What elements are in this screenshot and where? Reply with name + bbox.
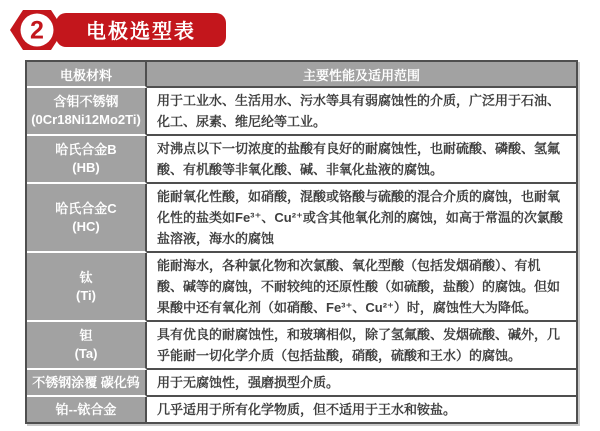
material-cell <box>27 184 147 253</box>
description-cell: 能耐氧化性酸，如硝酸，混酸或铬酸与硫酸的混合介质的腐蚀，也耐氧化性的盐类如Fe³⁺、Cu²⁺或含其他氧化剂的腐蚀，如高于常温的次氯酸盐溶液，海水的腐蚀 <box>147 184 576 253</box>
description-cell: 用于工业水、生活用水、污水等具有弱腐蚀性的介质，广泛用于石油、化工、尿素、维尼纶等工业。 <box>147 88 576 136</box>
page-header <box>0 0 600 52</box>
table-row <box>27 322 576 370</box>
column-header-material: 电极材料 <box>27 62 147 88</box>
material-code: (HB) <box>72 160 100 175</box>
description-cell: 具有优良的耐腐蚀性，和玻璃相似，除了氢氟酸、发烟硫酸、碱外，几乎能耐一切化学介质（包括盐酸，硝酸，硫酸和王水）的腐蚀。 <box>147 322 576 370</box>
table-row <box>27 88 576 136</box>
material-code: (Ti) <box>76 287 96 303</box>
material-code: (HC) <box>72 218 100 234</box>
table-row <box>27 184 576 253</box>
material-name: 钽 <box>79 328 93 344</box>
table-row <box>27 370 576 397</box>
electrode-selection-table <box>25 60 578 424</box>
material-name: 钛 <box>79 269 93 285</box>
table-row <box>27 397 576 422</box>
description-cell: 几乎适用于所有化学物质，但不适用于王水和铵盐。 <box>147 397 576 422</box>
material-code: (Ta) <box>74 346 98 361</box>
title-banner <box>56 13 226 47</box>
material-cell <box>27 88 147 136</box>
material-name: 含钼不锈钢 <box>53 94 119 110</box>
material-cell <box>27 136 147 184</box>
hexagon-step-icon <box>8 8 66 52</box>
material-cell <box>27 370 147 397</box>
material-name: 不锈钢涂覆 碳化钨 <box>32 374 140 390</box>
material-name: 哈氏合金C <box>55 200 117 216</box>
material-name: 铂--铱合金 <box>55 401 117 417</box>
description-cell: 能耐海水，各种氯化物和次氯酸、氧化型酸（包括发烟硝酸）、有机酸、碱等的腐蚀，不耐较纯的还原性酸（如硫酸，盐酸）的腐蚀。但如果酸中还有氧化剂（如硝酸、Fe³⁺、Cu²⁺）时，腐蚀性大为降低。 <box>147 253 576 322</box>
material-name: 哈氏合金B <box>55 142 117 158</box>
description-cell: 用于无腐蚀性，强磨损型介质。 <box>147 370 576 397</box>
table-row <box>27 253 576 322</box>
badge-number: 2 <box>30 16 44 44</box>
material-cell <box>27 397 147 422</box>
description-cell: 对沸点以下一切浓度的盐酸有良好的耐腐蚀性，也耐硫酸、磷酸、氢氟酸、有机酸等非氧化酸、碱、非氧化盐液的腐蚀。 <box>147 136 576 184</box>
page-title: 电极选型表 <box>86 21 196 43</box>
header-row <box>27 62 576 88</box>
material-cell <box>27 253 147 322</box>
column-header-performance: 主要性能及适用范围 <box>147 62 576 88</box>
table-row <box>27 136 576 184</box>
material-cell <box>27 322 147 370</box>
material-code: (0Cr18Ni12Mo2Ti) <box>31 112 141 127</box>
